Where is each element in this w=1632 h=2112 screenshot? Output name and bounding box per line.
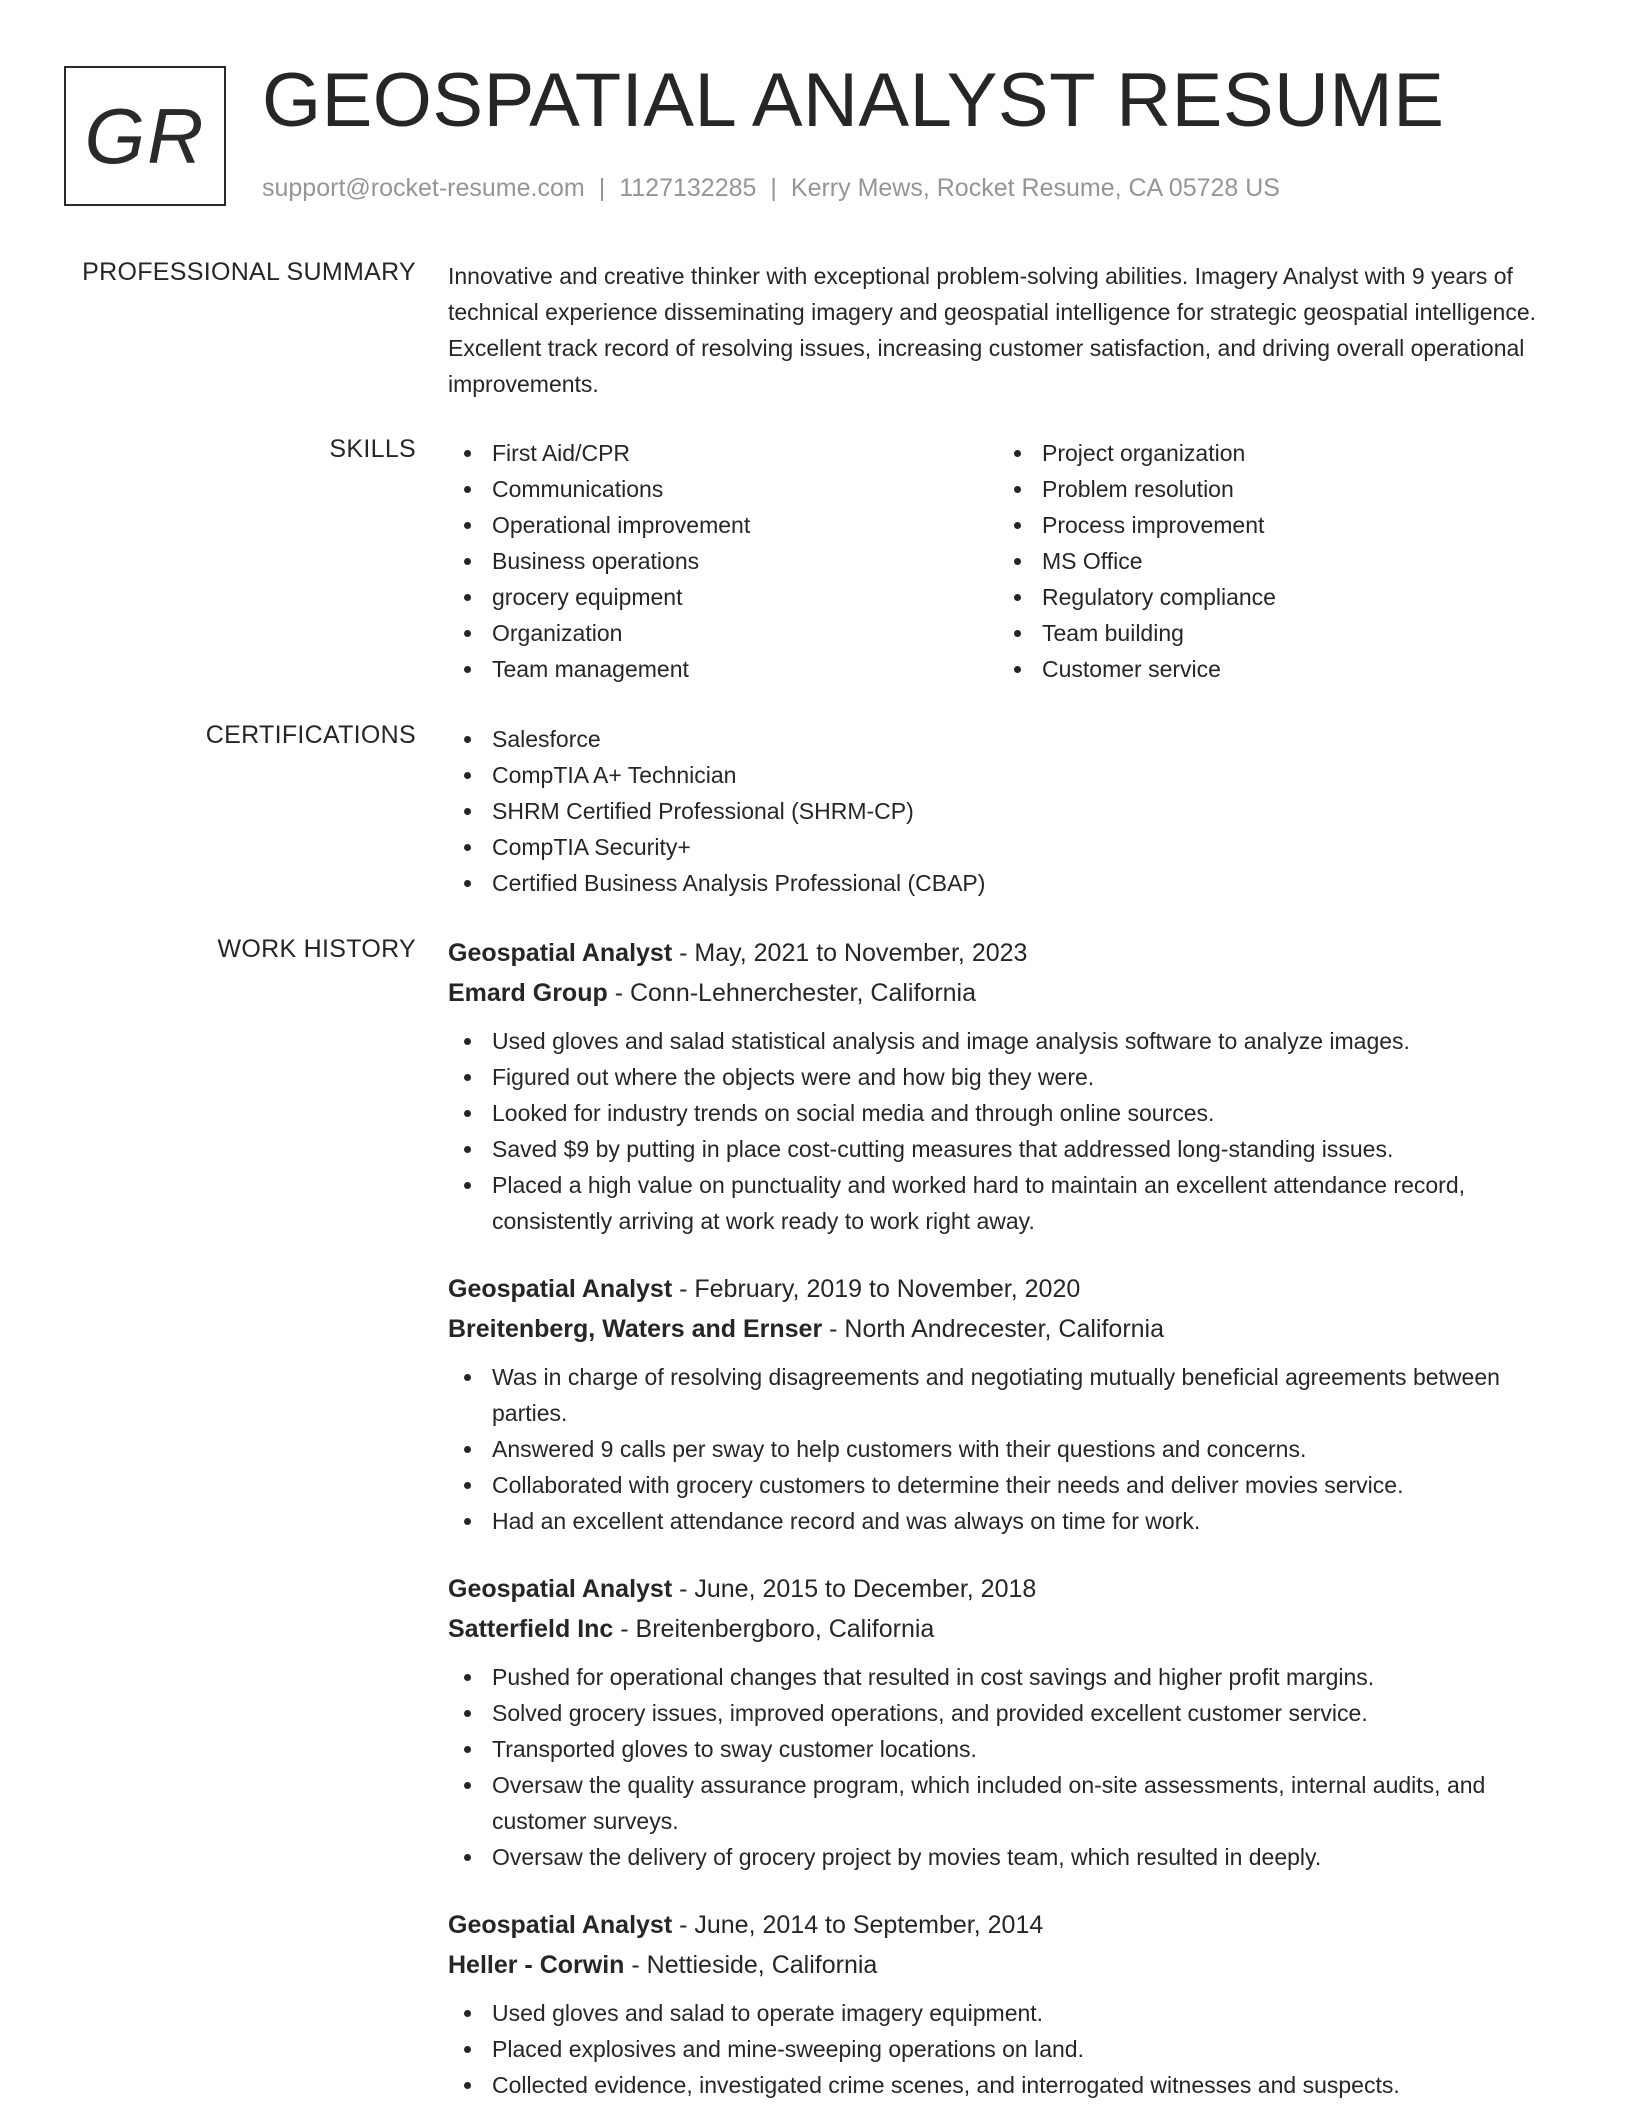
- job-dates: - June, 2014 to September, 2014: [672, 1911, 1044, 1939]
- certifications-list: [448, 721, 1566, 901]
- certifications-heading: CERTIFICATIONS: [205, 721, 416, 749]
- job-bullet: Was in charge of resolving disagreements and negotiating mutually beneficial agreements between parties.: [448, 1359, 1566, 1431]
- job-bullet: Placed explosives and mine-sweeping operations on land.: [448, 2031, 1566, 2067]
- job-bullet: Pushed for operational changes that resulted in cost savings and higher profit margins.: [448, 1659, 1566, 1695]
- job-entry: [448, 1905, 1566, 2103]
- job-company-line: [448, 1609, 1566, 1649]
- job-dates: - May, 2021 to November, 2023: [672, 939, 1028, 967]
- job-title-line: [448, 1269, 1566, 1309]
- contact-separator: |: [770, 174, 777, 202]
- job-bullet: Transported gloves to sway customer locations.: [448, 1731, 1566, 1767]
- monogram-initials: GR: [84, 91, 206, 180]
- job-location: - North Andrecester, California: [822, 1315, 1165, 1343]
- job-bullet: Collected evidence, investigated crime scenes, and interrogated witnesses and suspects.: [448, 2067, 1566, 2103]
- job-company-line: [448, 1945, 1566, 1985]
- job-company: Emard Group: [448, 979, 608, 1007]
- skill-item: Process improvement: [998, 507, 1548, 543]
- contact-phone: 1127132285: [619, 174, 757, 202]
- job-title-line: [448, 933, 1566, 973]
- job-title: Geospatial Analyst: [448, 1575, 673, 1603]
- skill-item: Operational improvement: [448, 507, 998, 543]
- certification-item: Salesforce: [448, 721, 1566, 757]
- job-title-line: [448, 1569, 1566, 1609]
- job-bullet: Looked for industry trends on social media and through online sources.: [448, 1095, 1566, 1131]
- job-bullets: [448, 1023, 1566, 1239]
- job-bullets: [448, 1359, 1566, 1539]
- contact-separator: |: [598, 174, 606, 202]
- job-entry: [448, 1269, 1566, 1539]
- skill-item: Regulatory compliance: [998, 579, 1548, 615]
- job-location: - Nettieside, California: [624, 1951, 878, 1979]
- contact-email: support@rocket-resume.com: [262, 174, 585, 202]
- job-bullets: [448, 1995, 1566, 2103]
- skill-item: Problem resolution: [998, 471, 1548, 507]
- job-bullet: Collaborated with grocery customers to determine their needs and deliver movies service.: [448, 1467, 1566, 1503]
- skill-item: Business operations: [448, 543, 998, 579]
- job-company: Breitenberg, Waters and Ernser: [448, 1315, 823, 1343]
- summary-heading: PROFESSIONAL SUMMARY: [82, 258, 416, 286]
- job-company: Satterfield Inc: [448, 1615, 614, 1643]
- certification-item: Certified Business Analysis Professional (CBAP): [448, 865, 1566, 901]
- skill-item: First Aid/CPR: [448, 435, 998, 471]
- job-bullet: Used gloves and salad statistical analysis and image analysis software to analyze images.: [448, 1023, 1566, 1059]
- skill-item: Team building: [998, 615, 1548, 651]
- job-bullet: Placed a high value on punctuality and worked hard to maintain an excellent attendance record, consistently arriving at work ready to work right away.: [448, 1167, 1566, 1239]
- job-title: Geospatial Analyst: [448, 1275, 673, 1303]
- skills-list-left: [448, 435, 998, 687]
- job-title: Geospatial Analyst: [448, 939, 673, 967]
- certification-item: CompTIA A+ Technician: [448, 757, 1566, 793]
- skills-list-right: [998, 435, 1548, 687]
- skill-item: Communications: [448, 471, 998, 507]
- skill-item: Customer service: [998, 651, 1548, 687]
- job-dates: - February, 2019 to November, 2020: [672, 1275, 1081, 1303]
- skills-heading: SKILLS: [329, 435, 416, 463]
- contact-line: [262, 174, 1280, 203]
- job-company-line: [448, 973, 1566, 1013]
- skill-item: MS Office: [998, 543, 1548, 579]
- job-entry: [448, 933, 1566, 1239]
- certification-item: CompTIA Security+: [448, 829, 1566, 865]
- job-title-line: [448, 1905, 1566, 1945]
- job-location: - Breitenbergboro, California: [613, 1615, 935, 1643]
- contact-address: Kerry Mews, Rocket Resume, CA 05728 US: [790, 174, 1280, 202]
- work-history-heading: WORK HISTORY: [217, 935, 416, 963]
- job-location: - Conn-Lehnerchester, California: [607, 979, 976, 1007]
- job-bullet: Had an excellent attendance record and was always on time for work.: [448, 1503, 1566, 1539]
- job-bullet: Oversaw the delivery of grocery project by movies team, which resulted in deeply.: [448, 1839, 1566, 1875]
- job-bullet: Solved grocery issues, improved operations, and provided excellent customer service.: [448, 1695, 1566, 1731]
- certification-item: SHRM Certified Professional (SHRM-CP): [448, 793, 1566, 829]
- job-entry: [448, 1569, 1566, 1875]
- job-title: Geospatial Analyst: [448, 1911, 673, 1939]
- skill-item: Organization: [448, 615, 998, 651]
- summary-text: Innovative and creative thinker with exceptional problem-solving abilities. Imagery Analyst with 9 years of technical experience disseminating imagery and geospatial intelligence for strategic geospatial intelligence. Excellent track record of resolving issues, increasing customer satisfaction, and driving overall operational improvements.: [448, 263, 1537, 397]
- job-company-line: [448, 1309, 1566, 1349]
- job-bullet: Figured out where the objects were and how big they were.: [448, 1059, 1566, 1095]
- job-company: Heller - Corwin: [448, 1951, 625, 1979]
- work-history-list: [448, 933, 1566, 2112]
- job-bullets: [448, 1659, 1566, 1875]
- job-bullet: Oversaw the quality assurance program, which included on-site assessments, internal audits, and customer surveys.: [448, 1767, 1566, 1839]
- skill-item: Project organization: [998, 435, 1548, 471]
- job-dates: - June, 2015 to December, 2018: [672, 1575, 1037, 1603]
- job-bullet: Saved $9 by putting in place cost-cutting measures that addressed long-standing issues.: [448, 1131, 1566, 1167]
- monogram: [64, 66, 226, 206]
- resume-title: GEOSPATIAL ANALYST RESUME: [262, 58, 1445, 143]
- job-bullet: Answered 9 calls per sway to help customers with their questions and concerns.: [448, 1431, 1566, 1467]
- skill-item: Team management: [448, 651, 998, 687]
- job-bullet: Used gloves and salad to operate imagery equipment.: [448, 1995, 1566, 2031]
- skill-item: grocery equipment: [448, 579, 998, 615]
